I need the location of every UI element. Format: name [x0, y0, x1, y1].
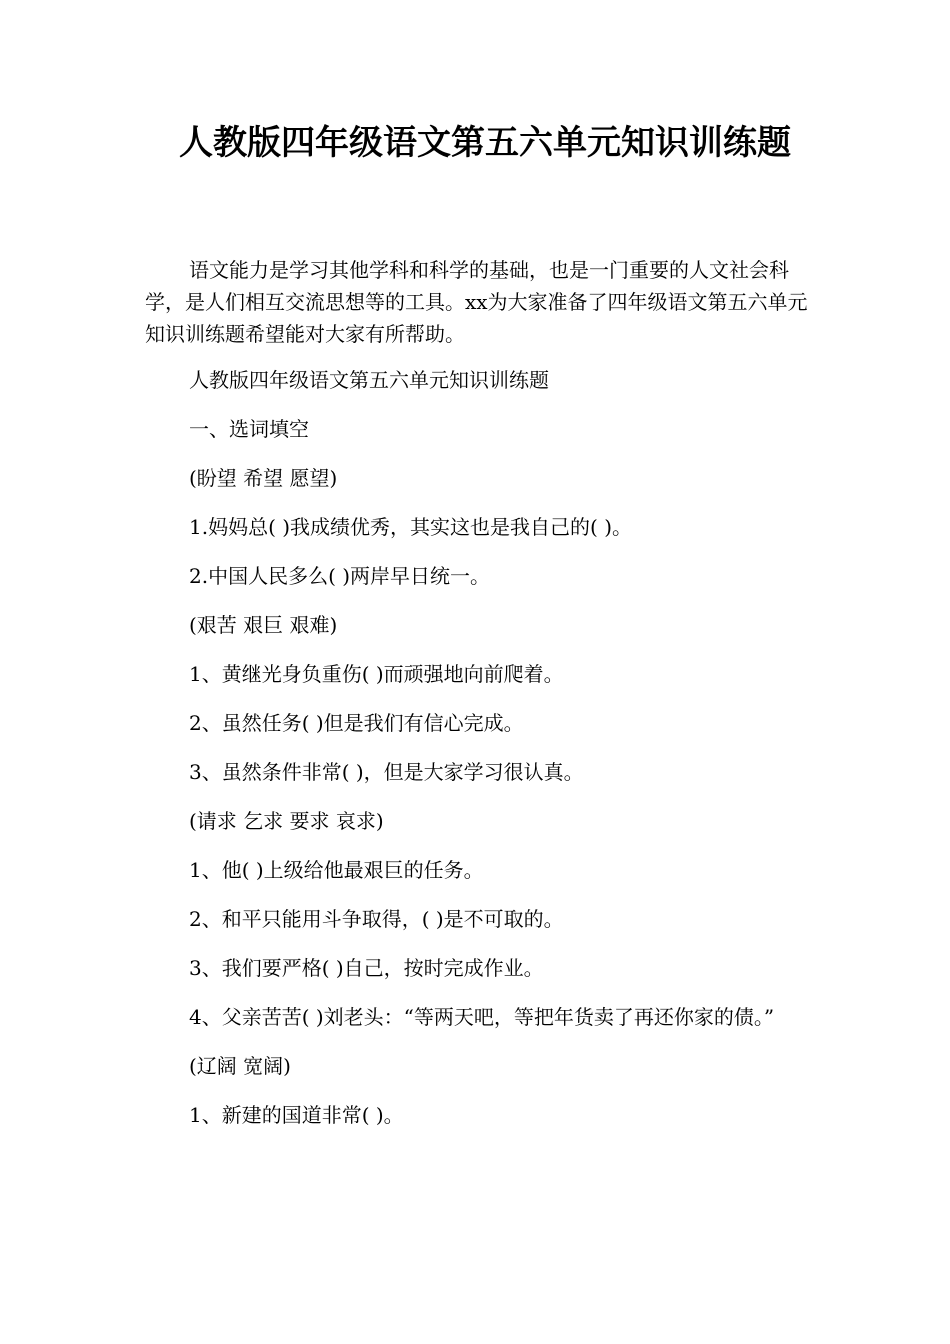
- word-group: (盼望 希望 愿望): [189, 466, 338, 490]
- question-item: 4、父亲苦苦( )刘老头：“等两天吧，等把年货卖了再还你家的债。”: [189, 1005, 775, 1029]
- document-body: [145, 254, 808, 1148]
- question-item: 2.中国人民多么( )两岸早日统一。: [189, 564, 491, 588]
- word-group: (请求 乞求 要求 哀求): [189, 809, 384, 833]
- question-item: 3、虽然条件非常( )，但是大家学习很认真。: [189, 760, 584, 784]
- subtitle-paragraph: 人教版四年级语文第五六单元知识训练题: [189, 368, 549, 392]
- question-item: 1.妈妈总( )我成绩优秀，其实这也是我自己的( )。: [189, 515, 633, 539]
- question-item: 2、和平只能用斗争取得，( )是不可取的。: [189, 907, 564, 931]
- word-group: (艰苦 艰巨 艰难): [189, 613, 338, 637]
- section-heading: 一、选词填空: [189, 417, 309, 441]
- document-title: 人教版四年级语文第五六单元知识训练题: [179, 123, 791, 163]
- question-item: 3、我们要严格( )自己，按时完成作业。: [189, 956, 544, 980]
- question-item: 1、黄继光身负重伤( )而顽强地向前爬着。: [189, 662, 564, 686]
- question-item: 2、虽然任务( )但是我们有信心完成。: [189, 711, 524, 735]
- word-group: (辽阔 宽阔): [189, 1054, 291, 1078]
- intro-paragraph: 语文能力是学习其他学科和科学的基础，也是一门重要的人文社会科学，是人们相互交流思想等的工具。xx为大家准备了四年级语文第五六单元知识训练题希望能对大家有所帮助。: [145, 258, 808, 346]
- question-item: 1、新建的国道非常( )。: [189, 1103, 404, 1127]
- question-item: 1、他( )上级给他最艰巨的任务。: [189, 858, 484, 882]
